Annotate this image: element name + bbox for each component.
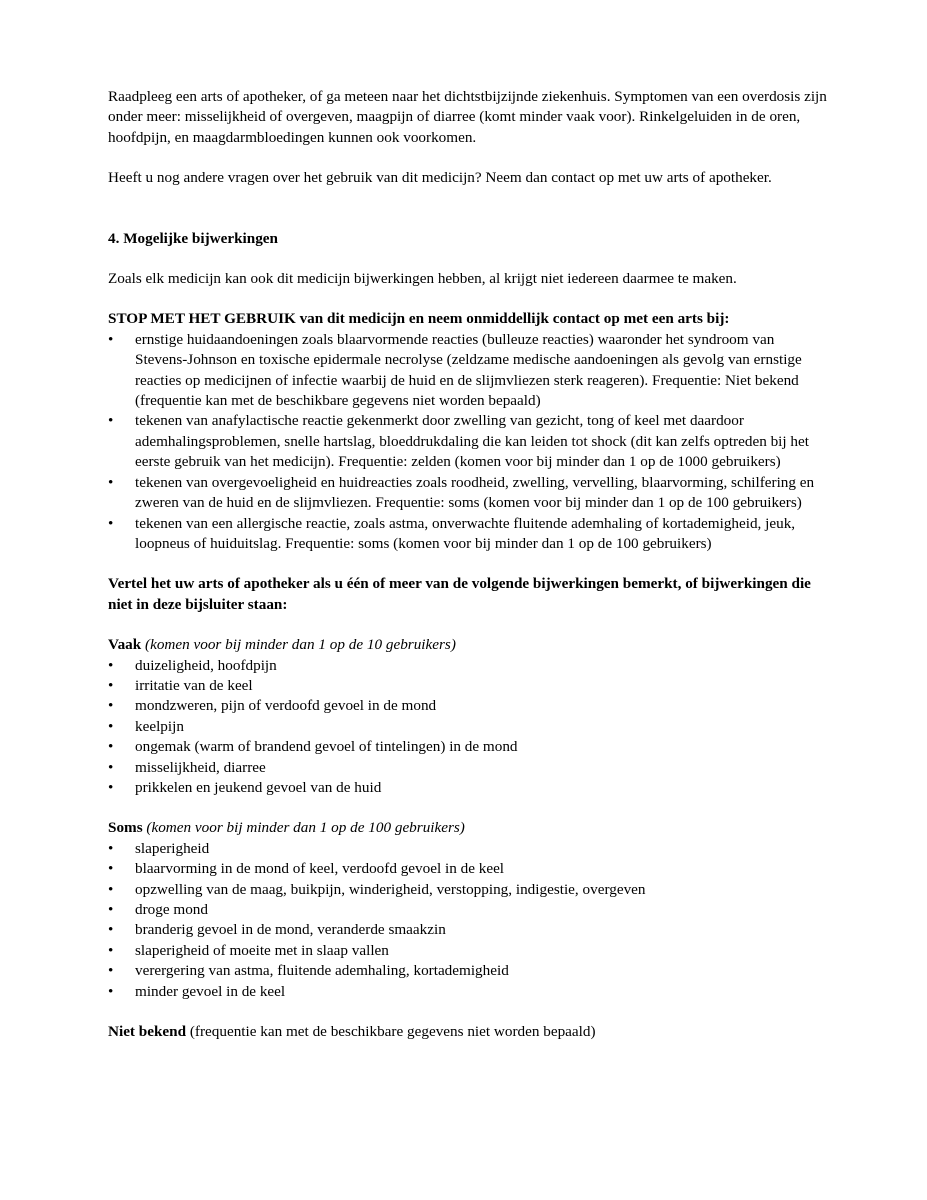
stop-list bbox=[108, 330, 827, 554]
list-item: • blaarvorming in de mond of keel, verdoofd gevoel in de keel bbox=[108, 860, 505, 878]
list-item: • opzwelling van de maag, buikpijn, winderigheid, verstopping, indigestie, overgeven bbox=[108, 880, 646, 898]
questions-paragraph: Heeft u nog andere vragen over het gebruik van dit medicijn? Neem dan contact op met uw arts of apotheker. bbox=[108, 169, 772, 187]
common-heading bbox=[108, 635, 827, 655]
list-item: • tekenen van anafylactische reactie gekenmerkt door zwelling van gezicht, tong of keel met daardoor ademhalingsproblemen, snelle hartslag, bloeddrukdaling die kan leiden tot shock (dit kan zelfs optreden bij het eerste gebruik van het medicijn). Frequentie: zelden (komen voor bij minder dan 1 op de 1000 gebruikers) bbox=[108, 412, 809, 471]
section-title: 4. Mogelijke bijwerkingen bbox=[108, 229, 278, 247]
list-item: • keelpijn bbox=[108, 717, 184, 735]
list-item: • irritatie van de keel bbox=[108, 676, 253, 694]
uncommon-heading bbox=[108, 818, 827, 838]
unknown-note: (frequentie kan met de beschikbare gegevens niet worden bepaald) bbox=[189, 1023, 596, 1041]
unknown-label: Niet bekend bbox=[108, 1023, 187, 1041]
common-list bbox=[108, 656, 827, 799]
common-label: Vaak bbox=[108, 636, 142, 654]
list-item: • droge mond bbox=[108, 901, 208, 918]
list-item: • slaperigheid bbox=[108, 839, 210, 857]
stop-heading: STOP MET HET GEBRUIK van dit medicijn en neem onmiddellijk contact op met een arts bij: bbox=[108, 310, 730, 328]
list-item: • prikkelen en jeukend gevoel van de huid bbox=[108, 778, 382, 796]
uncommon-list bbox=[108, 839, 827, 1002]
list-item: • ongemak (warm of brandend gevoel of tintelingen) in de mond bbox=[108, 738, 518, 756]
list-item: • duizeligheid, hoofdpijn bbox=[108, 656, 277, 674]
list-item: • slaperigheid of moeite met in slaap vallen bbox=[108, 941, 389, 959]
overdose-paragraph: Raadpleeg een arts of apotheker, of ga meteen naar het dichtstbijzijnde ziekenhuis. Symptomen van een overdosis zijn onder meer: misselijkheid of overgeven, maagpijn of diarree (komt minder vaak voor). Rinkelgeluiden in de oren, hoofdpijn, en maagdarmbloedingen kunnen ook voorkomen. bbox=[108, 88, 827, 146]
uncommon-note: (komen voor bij minder dan 1 op de 100 gebruikers) bbox=[146, 819, 465, 837]
list-item: • branderig gevoel in de mond, veranderde smaakzin bbox=[108, 921, 446, 939]
list-item: • tekenen van een allergische reactie, zoals astma, onverwachte fluitende ademhaling of kortademigheid, jeuk, loopneus of huiduitslag. Frequentie: soms (komen voor bij minder dan 1 op de 100 gebruikers) bbox=[108, 514, 796, 552]
section-intro: Zoals elk medicijn kan ook dit medicijn bijwerkingen hebben, al krijgt niet iedereen daarmee te maken. bbox=[108, 270, 737, 288]
list-item: • minder gevoel in de keel bbox=[108, 982, 286, 1000]
unknown-heading bbox=[108, 1022, 827, 1042]
list-item: • ernstige huidaandoeningen zoals blaarvormende reacties (bulleuze reacties) waaronder het syndroom van Stevens-Johnson en toxische epidermale necrolyse (zeldzame medische aandoeningen als gevolg van ernstige reacties op medicijnen of infectie waarbij de huid en de slijmvliezen sterk reageren). Frequentie: Niet bekend (frequentie kan met de beschikbare gegevens niet worden bepaald) bbox=[108, 330, 802, 410]
list-item: • misselijkheid, diarree bbox=[108, 758, 266, 776]
list-item: • verergering van astma, fluitende ademhaling, kortademigheid bbox=[108, 962, 509, 980]
list-item: • mondzweren, pijn of verdoofd gevoel in de mond bbox=[108, 697, 437, 715]
uncommon-label: Soms bbox=[108, 819, 143, 837]
tell-heading: Vertel het uw arts of apotheker als u één of meer van de volgende bijwerkingen bemerkt, of bijwerkingen die niet in deze bijsluiter staan: bbox=[108, 575, 811, 613]
list-item: • tekenen van overgevoeligheid en huidreacties zoals roodheid, zwelling, vervelling, blaarvorming, schilfering en zweren van de huid en de slijmvliezen. Frequentie: soms (komen voor bij minder dan 1 op de 100 gebruikers) bbox=[108, 473, 815, 512]
common-note: (komen voor bij minder dan 1 op de 10 gebruikers) bbox=[145, 636, 456, 654]
